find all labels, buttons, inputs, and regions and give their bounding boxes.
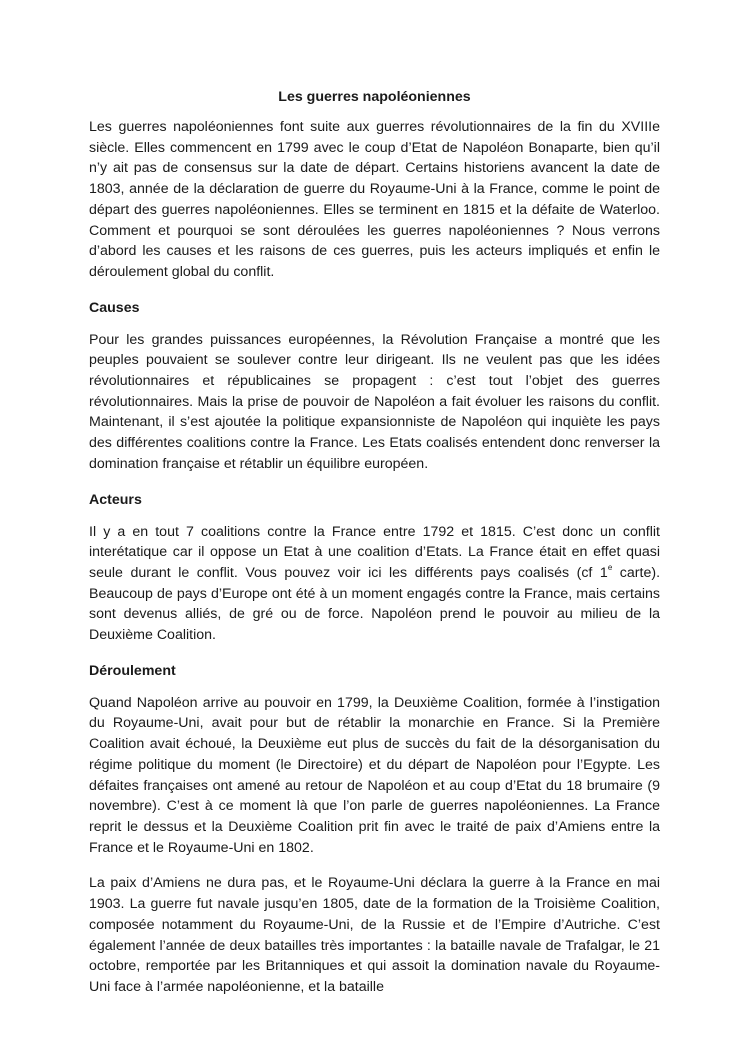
document-title: Les guerres napoléoniennes xyxy=(278,89,471,105)
document-page xyxy=(89,87,660,1013)
intro-paragraph: Les guerres napoléoniennes font suite aux guerres révolutionnaires de la fin du XVIIIe siècle. Elles commencent en 1799 avec le coup d’Etat de Napoléon Bonaparte, bien qu’il n’y ait pas de consensus sur la date de départ. Certains historiens avancent la date de 1803, année de la déclaration de guerre du Royaume-Uni à la France, comme le point de départ des guerres napoléoniennes. Elles se terminent en 1815 et la défaite de Waterloo. Comment et pourquoi se sont déroulées les guerres napoléoniennes ? Nous verrons d’abord les causes et les raisons de ces guerres, puis les acteurs impliqués et enfin le déroulement global du conflit. xyxy=(89,119,660,280)
acteurs-text-after: carte). Beaucoup de pays d’Europe ont été à un moment engagés contre la France, mais certains sont devenus alliés, de gré ou de force. Napoléon prend le pouvoir au milieu de la Deuxième Coalition. xyxy=(89,564,661,644)
acteurs-paragraph xyxy=(89,522,660,646)
causes-paragraph: Pour les grandes puissances européennes, la Révolution Française a montré que les peuples pouvaient se soulever contre leur dirigeant. Ils ne veulent pas que les idées révolutionnaires et républicaines se propagent : c’est tout l’objet des guerres révolutionnaires. Mais la prise de pouvoir de Napoléon a fait évoluer les raisons du conflit. Maintenant, il s’est ajoutée la politique expansionniste de Napoléon qui inquiète les pays des différentes coalitions contre la France. Les Etats coalisés entendent donc renverser la domination française et rétablir un équilibre européen. xyxy=(89,331,660,472)
deroulement-paragraph-1: Quand Napoléon arrive au pouvoir en 1799, la Deuxième Coalition, formée à l’instigation du Royaume-Uni, avait pour but de rétablir la monarchie en France. Si la Première Coalition avait échoué, la Deuxième eut plus de succès du fait de la désorganisation du régime politique du moment (le Directoire) et du départ de Napoléon pour l’Egypte. Les défaites françaises ont amené au retour de Napoléon et au coup d’Etat du 18 brumaire (9 novembre). C’est à ce moment là que l’on parle de guerres napoléoniennes. La France reprit le dessus et la Deuxième Coalition prit fin avec le traité de paix d’Amiens entre la France et le Royaume-Uni en 1802. xyxy=(89,694,660,856)
acteurs-heading: Acteurs xyxy=(89,491,142,508)
acteurs-superscript: e xyxy=(607,563,613,573)
acteurs-text-before: Il y a en tout 7 coalitions contre la France entre 1792 et 1815. C’est donc un conflit interétatique car il oppose un Etat à une coalition d’Etats. La France était en effet quasi seule durant le conflit. Vous pouvez voir ici les différents pays coalisés (cf 1 xyxy=(89,523,660,581)
deroulement-heading: Déroulement xyxy=(89,662,176,679)
causes-heading: Causes xyxy=(89,299,140,316)
deroulement-paragraph-2: La paix d’Amiens ne dura pas, et le Royaume-Uni déclara la guerre à la France en mai 1903. La guerre fut navale jusqu’en 1805, date de la formation de la Troisième Coalition, composée notamment du Royaume-Uni, de la Russie et de l’Empire d’Autriche. C’est également l’année de deux batailles très importantes : la bataille navale de Trafalgar, le 21 octobre, remportée par les Britanniques et qui assoit la domination navale du Royaume-Uni face à l’armée napoléonienne, et la bataille xyxy=(89,875,660,995)
